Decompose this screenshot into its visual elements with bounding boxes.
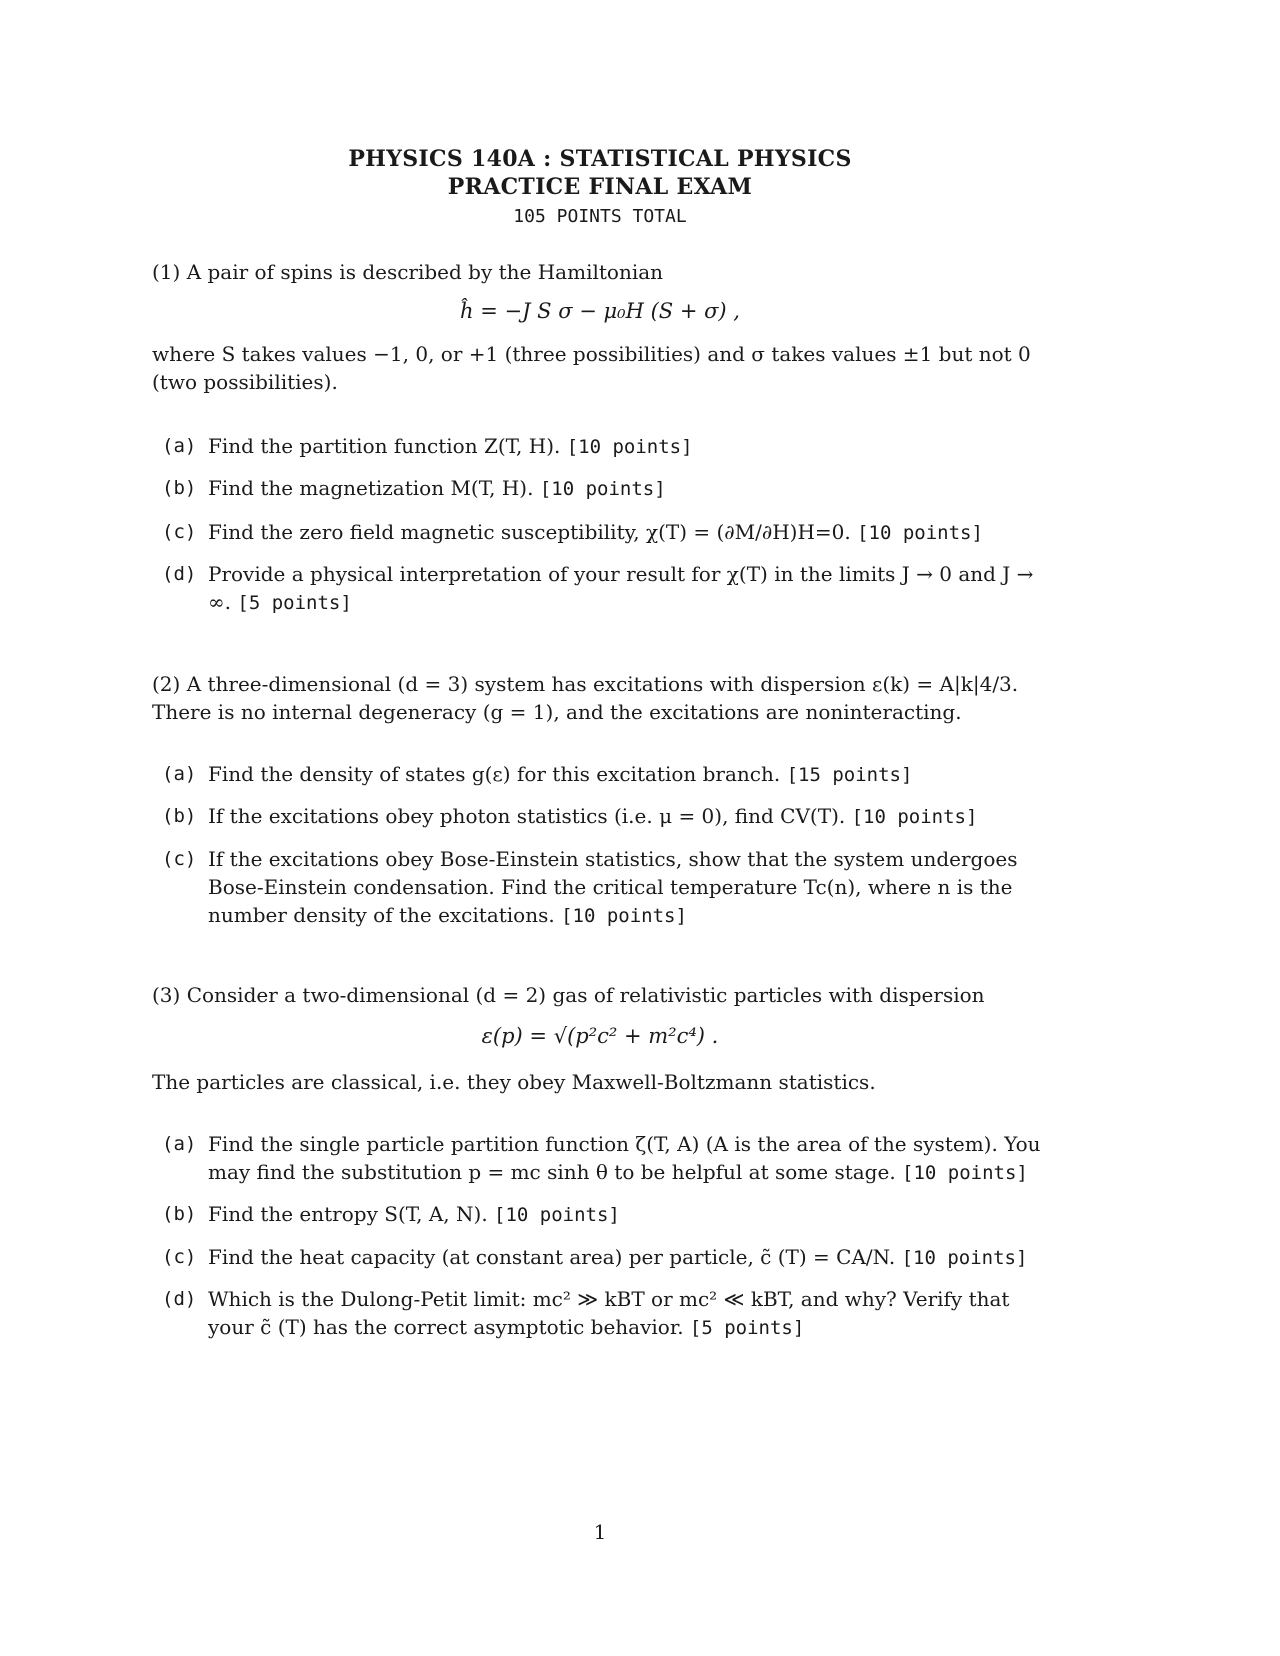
exam-header — [0, 145, 1200, 231]
part-points: [15 points] — [786, 764, 913, 786]
problem3-part-c — [162, 1243, 1057, 1272]
problem3-part-d — [162, 1285, 1057, 1342]
problem2-intro: (2) A three-dimensional (d = 3) system has excitations with dispersion ε(k) = A|k|4/3. There is no internal degeneracy (g = 1), and the excitations are noninteracting. — [152, 672, 1019, 724]
part-points: [10 points] — [857, 522, 983, 544]
problem3-description: The particles are classical, i.e. they obey Maxwell-Boltzmann statistics. — [152, 1070, 876, 1094]
part-text: Provide a physical interpretation of your result for χ(T) in the limits J → 0 and J → ∞. — [208, 562, 1034, 614]
problem2-part-b — [162, 802, 1057, 831]
problem2-part-a — [162, 760, 1057, 789]
problem3-part-b — [162, 1200, 1057, 1229]
problem1-intro: (1) A pair of spins is described by the Hamiltonian — [152, 260, 664, 284]
part-points: [10 points] — [902, 1162, 1028, 1184]
part-text: Find the density of states g(ε) for this excitation branch. — [208, 762, 781, 786]
part-label: (c) — [162, 848, 197, 870]
part-text: Which is the Dulong-Petit limit: mc² ≫ kBT or mc² ≪ kBT, and why? Verify that your c̃ (T) has the correct asymptotic behavior. — [208, 1287, 1010, 1339]
part-text: Find the entropy S(T, A, N). — [208, 1202, 488, 1226]
part-text: Find the magnetization M(T, H). — [208, 476, 534, 500]
part-label: (a) — [162, 435, 197, 457]
problem2-part-c — [162, 845, 1057, 930]
part-points: [10 points] — [561, 905, 687, 927]
part-text: If the excitations obey photon statistics (i.e. μ = 0), find CV(T). — [208, 804, 846, 828]
part-text: Find the zero field magnetic susceptibility, χ(T) = (∂M/∂H)H=0. — [208, 520, 851, 544]
part-label: (b) — [162, 1203, 197, 1225]
part-points: [10 points] — [566, 436, 693, 458]
part-label: (a) — [162, 1133, 197, 1155]
exam-title: PRACTICE FINAL EXAM — [447, 174, 753, 200]
part-label: (d) — [162, 1288, 197, 1310]
part-text: Find the single particle partition function ζ(T, A) (A is the area of the system). You may find the substitution p = mc sinh θ to be helpful at some stage. — [208, 1132, 1041, 1184]
problem1-part-a — [162, 432, 1057, 461]
part-label: (b) — [162, 477, 197, 499]
part-points: [5 points] — [237, 592, 352, 614]
problem1-part-b — [162, 474, 1057, 503]
part-label: (c) — [162, 521, 197, 543]
problem3-equation: ε(p) = √(p²c² + m²c⁴) . — [481, 1024, 719, 1048]
part-text: If the excitations obey Bose-Einstein statistics, show that the system undergoes Bose-Einstein condensation. Find the critical temperature Tc(n), where n is the number density of the excitations. — [208, 847, 1018, 927]
page-number: 1 — [593, 1520, 607, 1544]
part-points: [10 points] — [494, 1204, 620, 1226]
part-text: Find the partition function Z(T, H). — [208, 434, 561, 458]
problem1-part-c — [162, 518, 1057, 547]
points-total: 105 POINTS TOTAL — [513, 206, 687, 227]
part-label: (c) — [162, 1246, 197, 1268]
problem1-description: where S takes values −1, 0, or +1 (three possibilities) and σ takes values ±1 but not 0 (two possibilities). — [152, 342, 1031, 394]
problem1-part-d — [162, 560, 1057, 617]
course-title: PHYSICS 140A : STATISTICAL PHYSICS — [348, 146, 852, 172]
part-label: (d) — [162, 563, 197, 585]
part-text: Find the heat capacity (at constant area) per particle, c̃ (T) = CA/N. — [208, 1245, 896, 1269]
part-label: (b) — [162, 805, 197, 827]
part-points: [5 points] — [689, 1317, 805, 1339]
part-points: [10 points] — [539, 478, 666, 500]
problem3-intro: (3) Consider a two-dimensional (d = 2) gas of relativistic particles with dispersion — [152, 983, 985, 1007]
problem3-part-a — [162, 1130, 1057, 1187]
problem1-equation: ĥ = −J S σ − μ₀H (S + σ) , — [460, 299, 740, 323]
part-label: (a) — [162, 763, 197, 785]
part-points: [10 points] — [901, 1247, 1028, 1269]
part-points: [10 points] — [851, 806, 978, 828]
